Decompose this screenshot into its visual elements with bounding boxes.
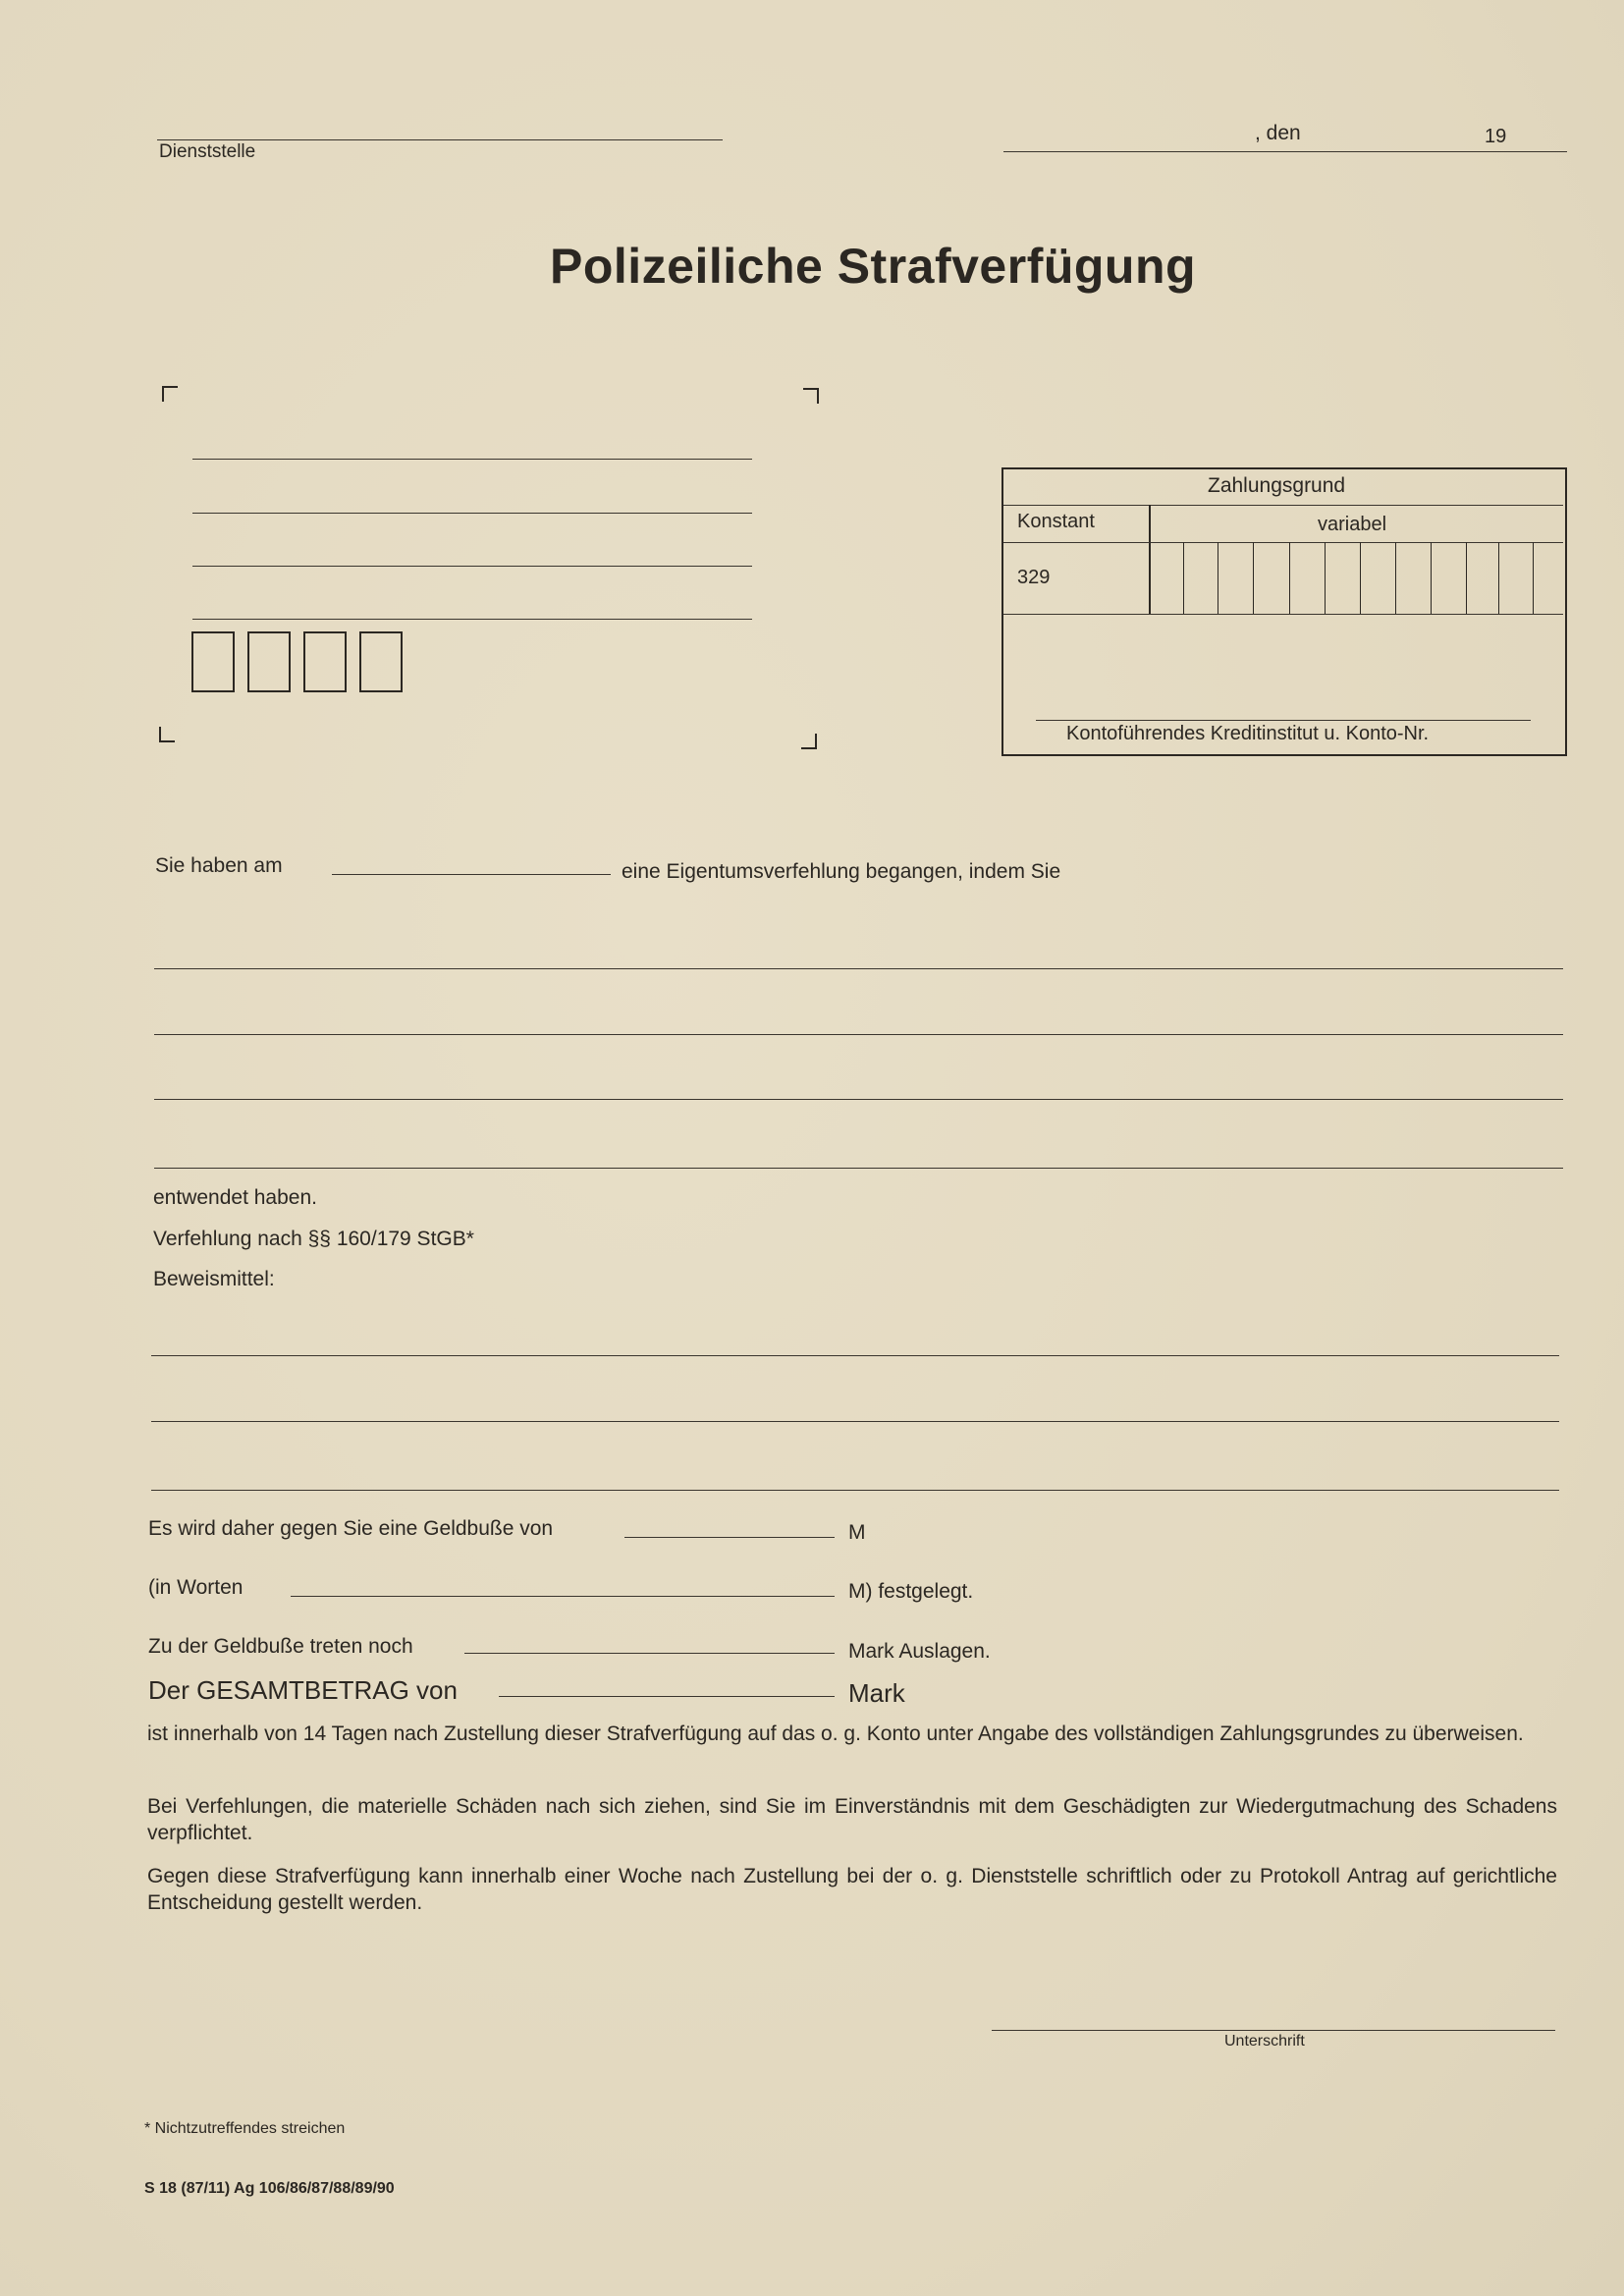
office-label: Dienststelle bbox=[159, 141, 256, 162]
postal-code-box-3[interactable] bbox=[303, 631, 347, 692]
variable-cell-divider bbox=[1533, 542, 1534, 614]
variable-cell-divider bbox=[1466, 542, 1467, 614]
account-line bbox=[1036, 720, 1531, 721]
footnote: * Nichtzutreffendes streichen bbox=[144, 2120, 346, 2137]
evidence-line-2[interactable] bbox=[151, 1421, 1559, 1422]
signature-label: Unterschrift bbox=[1224, 2033, 1305, 2050]
offense-date-prefix: Sie haben am bbox=[155, 854, 283, 877]
form-code: S 18 (87/11) Ag 106/86/87/88/89/90 bbox=[144, 2180, 395, 2197]
offense-description-intro: eine Eigentumsverfehlung begangen, indem Sie bbox=[622, 860, 1061, 883]
corner-mark-bottom-left bbox=[159, 727, 175, 742]
variable-cell-divider bbox=[1360, 542, 1361, 614]
corner-mark-bottom-right bbox=[801, 734, 817, 749]
variable-cell-divider bbox=[1325, 542, 1326, 614]
stolen-items-line-2[interactable] bbox=[154, 1034, 1563, 1035]
postal-code-box-1[interactable] bbox=[191, 631, 235, 692]
variable-cell-divider bbox=[1431, 542, 1432, 614]
fine-unit: M bbox=[848, 1521, 866, 1544]
constant-variable-divider bbox=[1149, 505, 1151, 614]
corner-mark-top-right bbox=[803, 388, 819, 404]
date-line bbox=[1003, 151, 1567, 152]
signature-line[interactable] bbox=[992, 2030, 1555, 2031]
evidence-label: Beweismittel: bbox=[153, 1268, 275, 1290]
payment-instructions: ist innerhalb von 14 Tagen nach Zustellung dieser Strafverfügung auf das o. g. Konto unter Angabe des vollständigen Zahlungsgrundes zu überweisen. bbox=[147, 1722, 1524, 1745]
stolen-items-line-3[interactable] bbox=[154, 1099, 1563, 1100]
constant-value: 329 bbox=[1017, 567, 1051, 588]
postal-code-box-4[interactable] bbox=[359, 631, 403, 692]
total-unit: Mark bbox=[848, 1678, 905, 1708]
total-amount-line[interactable] bbox=[499, 1696, 835, 1697]
page-title: Polizeiliche Strafverfügung bbox=[550, 239, 1197, 294]
office-line bbox=[157, 139, 723, 140]
address-line-2 bbox=[192, 513, 752, 514]
corner-mark-top-left bbox=[162, 386, 178, 402]
costs-label: Zu der Geldbuße treten noch bbox=[148, 1635, 413, 1658]
variable-cell-divider bbox=[1395, 542, 1396, 614]
payment-box-title: Zahlungsgrund bbox=[1208, 474, 1346, 497]
constant-column-header: Konstant bbox=[1017, 511, 1095, 532]
appeal-notice: Gegen diese Strafverfügung kann innerhalb einer Woche nach Zustellung bei der o. g. Dienststelle schriftlich oder zu Protokoll Antrag auf gerichtliche Entscheidung gestellt werden. bbox=[147, 1865, 1557, 1914]
year-prefix: 19 bbox=[1485, 126, 1507, 147]
amount-in-words-suffix: M) festgelegt. bbox=[848, 1580, 974, 1603]
stolen-items-line-4[interactable] bbox=[154, 1168, 1563, 1169]
payment-box-title-divider bbox=[1003, 505, 1563, 506]
offense-date-line[interactable] bbox=[332, 874, 611, 875]
variable-cell-divider bbox=[1498, 542, 1499, 614]
variable-cell-divider bbox=[1253, 542, 1254, 614]
payment-box-header-divider bbox=[1003, 542, 1563, 543]
address-line-3 bbox=[192, 566, 752, 567]
amount-in-words-line[interactable] bbox=[291, 1596, 835, 1597]
evidence-line-1[interactable] bbox=[151, 1355, 1559, 1356]
costs-amount-line[interactable] bbox=[464, 1653, 835, 1654]
evidence-line-3[interactable] bbox=[151, 1490, 1559, 1491]
fine-label: Es wird daher gegen Sie eine Geldbuße von bbox=[148, 1517, 554, 1540]
account-label: Kontoführendes Kreditinstitut u. Konto-Nr. bbox=[1066, 723, 1430, 744]
payment-box-digits-divider bbox=[1003, 614, 1563, 615]
address-line-4 bbox=[192, 619, 752, 620]
amount-in-words-label: (in Worten bbox=[148, 1576, 244, 1599]
stolen-items-line-1[interactable] bbox=[154, 968, 1563, 969]
postal-code-box-2[interactable] bbox=[247, 631, 291, 692]
variable-column-header: variabel bbox=[1318, 514, 1387, 535]
address-line-1 bbox=[192, 459, 752, 460]
damages-notice: Bei Verfehlungen, die materielle Schäden nach sich ziehen, sind Sie im Einverständnis mit dem Geschädigten zur Wiedergutmachung des Schadens verpflichtet. bbox=[147, 1795, 1557, 1844]
total-label: Der GESAMTBETRAG von bbox=[148, 1675, 458, 1705]
variable-cell-divider bbox=[1289, 542, 1290, 614]
date-prefix: , den bbox=[1255, 122, 1301, 144]
costs-suffix: Mark Auslagen. bbox=[848, 1640, 991, 1663]
fine-amount-line[interactable] bbox=[624, 1537, 835, 1538]
offense-law-reference: Verfehlung nach §§ 160/179 StGB* bbox=[153, 1228, 474, 1250]
variable-cell-divider bbox=[1183, 542, 1184, 614]
stolen-suffix: entwendet haben. bbox=[153, 1186, 317, 1209]
